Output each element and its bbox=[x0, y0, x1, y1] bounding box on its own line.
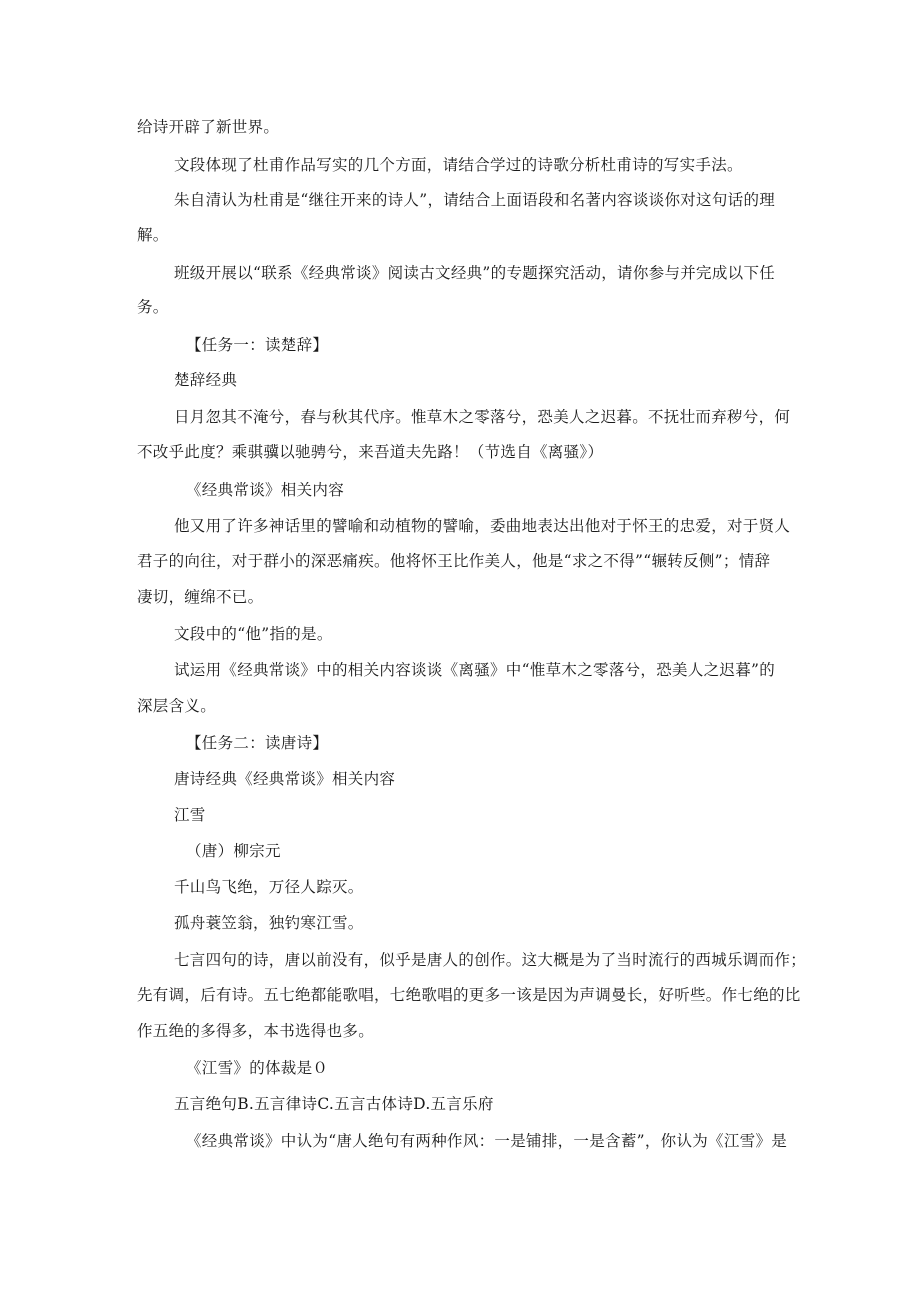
commentary-line: 他又用了许多神话里的譬喻和动植物的譬喻，委曲地表达出他对于怀王的忠爱，对于贤人 bbox=[174, 517, 791, 535]
poem-title: 江雪 bbox=[174, 806, 206, 824]
section-label: 楚辞经典 bbox=[174, 371, 238, 389]
section-label: 《经典常谈》相关内容 bbox=[186, 481, 345, 499]
question-line: 深层含义。 bbox=[137, 697, 217, 715]
task-heading: 【任务二：读唐诗】 bbox=[186, 734, 329, 752]
activity-intro-line: 务。 bbox=[137, 298, 169, 316]
question-line: 文段中的“他”指的是。 bbox=[174, 625, 333, 643]
commentary-line: 先有调，后有诗。五七绝都能歌唱，七绝歌唱的更多一该是因为声调曼长，好听些。作七绝的比 bbox=[137, 986, 801, 1004]
section-label: 唐诗经典《经典常谈》相关内容 bbox=[174, 770, 396, 788]
poem-excerpt-line: 日月忽其不淹兮，春与秋其代序。惟草木之零落兮，恐美人之迟暮。不抚壮而弃秽兮，何 bbox=[174, 408, 791, 426]
question-line: 《江雪》的体裁是０ bbox=[186, 1059, 329, 1077]
poem-author: （唐）柳宗元 bbox=[186, 842, 281, 860]
question-line: 《经典常谈》中认为“唐人绝句有两种作风：一是铺排，一是含蓄”，你认为《江雪》是 bbox=[186, 1132, 788, 1150]
question-line: 朱自清认为杜甫是“继往开来的诗人”，请结合上面语段和名著内容谈谈你对这句话的理 bbox=[174, 191, 776, 209]
commentary-line: 凄切，缠绵不已。 bbox=[137, 588, 264, 606]
commentary-line: 君子的向往，对于群小的深恶痛疾。他将怀王比作美人，他是“求之不得”“辗转反侧”；情辞 bbox=[137, 552, 771, 570]
commentary-line: 七言四句的诗，唐以前没有，似乎是唐人的创作。这大概是为了当时流行的西城乐调而作； bbox=[174, 951, 807, 969]
poem-line: 孤舟蓑笠翁，独钓寒江雪。 bbox=[174, 914, 364, 932]
commentary-line: 作五绝的多得多，本书选得也多。 bbox=[137, 1022, 375, 1040]
poem-line: 千山鸟飞绝，万径人踪灭。 bbox=[174, 878, 364, 896]
text-line: 给诗开辟了新世界。 bbox=[137, 118, 280, 136]
task-heading: 【任务一：读楚辞】 bbox=[186, 336, 329, 354]
poem-excerpt-line: 不改乎此度？乘骐骥以驰骋兮，来吾道夫先路！（节选自《离骚》） bbox=[137, 443, 604, 461]
question-line: 文段体现了杜甫作品写实的几个方面，请结合学过的诗歌分析杜甫诗的写实手法。 bbox=[174, 156, 743, 174]
answer-options: 五言绝句B.五言律诗C.五言古体诗D.五言乐府 bbox=[174, 1095, 494, 1113]
question-line: 解。 bbox=[137, 226, 169, 244]
question-line: 试运用《经典常谈》中的相关内容谈谈《离骚》中“惟草木之零落兮，恐美人之迟暮”的 bbox=[174, 661, 776, 679]
activity-intro-line: 班级开展以“联系《经典常谈》阅读古文经典”的专题探究活动，请你参与并完成以下任 bbox=[174, 264, 776, 282]
